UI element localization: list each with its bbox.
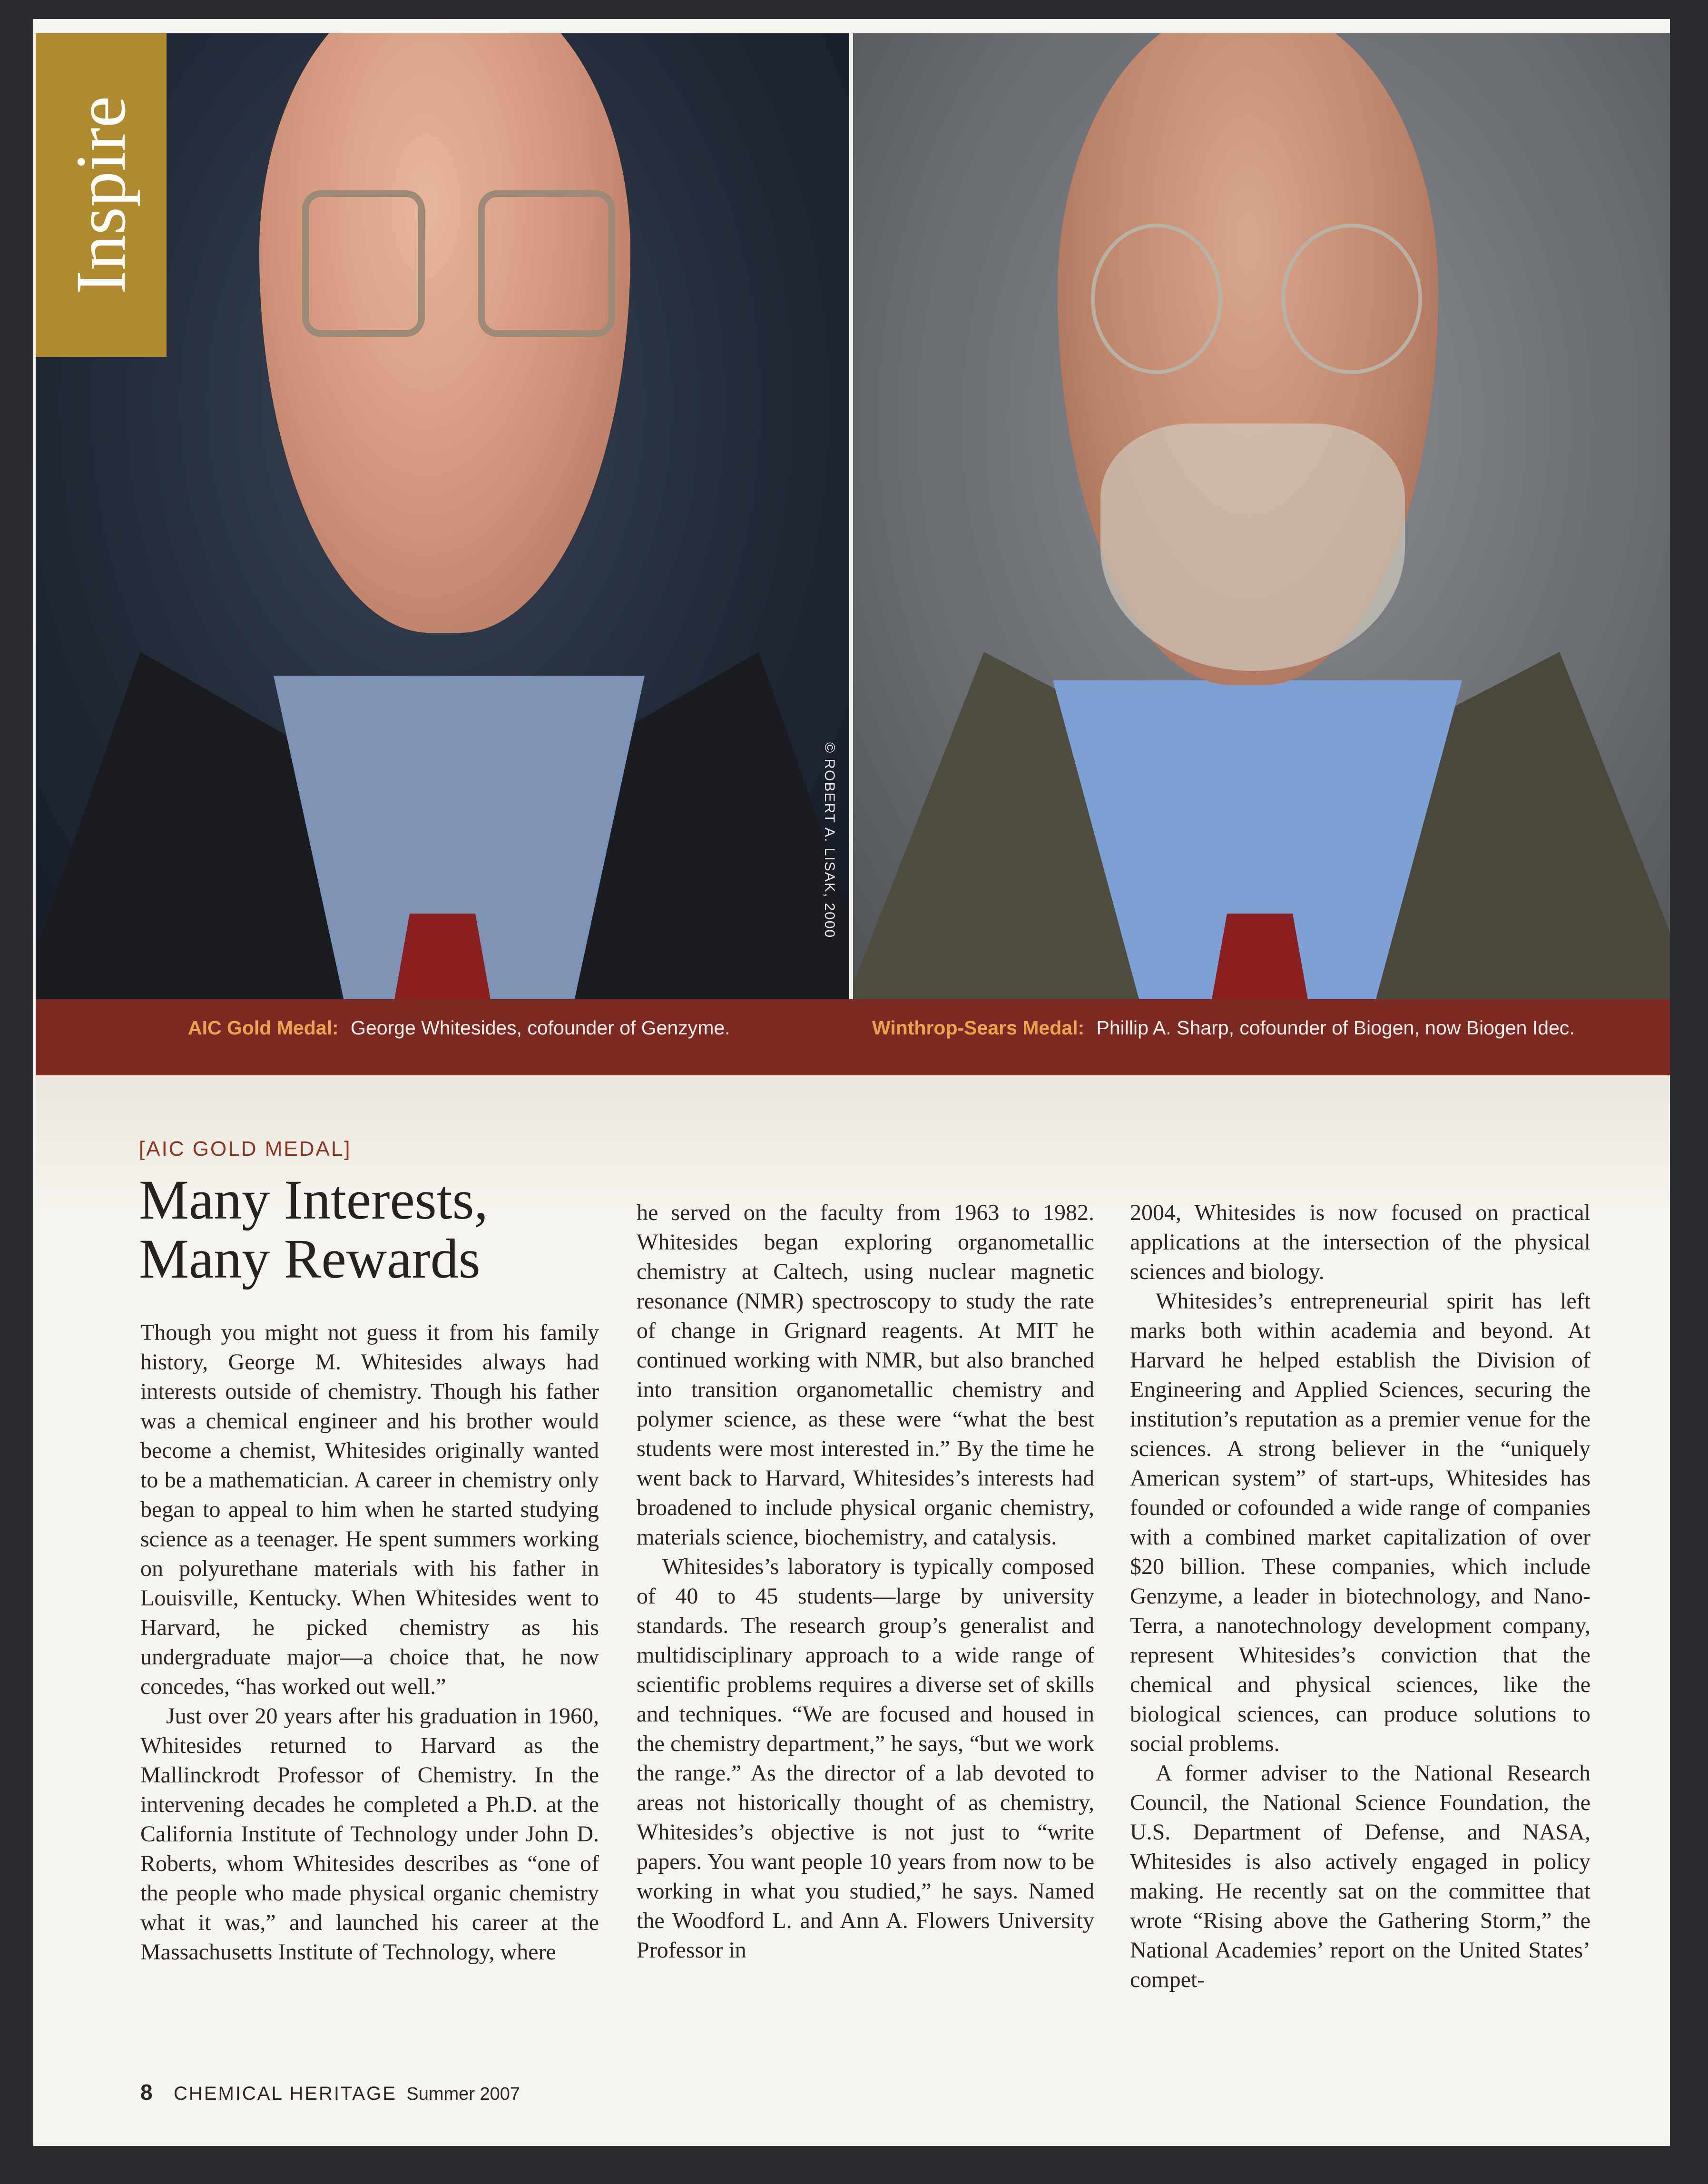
magazine-page: [33, 19, 1670, 2146]
caption-right: [872, 999, 1575, 1056]
portrait-photo-sharp: [853, 33, 1670, 1004]
paragraph: Though you might not guess it from his family history, George M. Whitesides always had interests outside of chemistry. Though his father was a chemical engineer and his brother would become a chemist, Whitesides originally wanted to be a mathematician. A career in chemistry only began to appeal to him when he started studying science as a teenager. He spent summers working on polyurethane materials with his father in Louisville, Kentucky. When Whitesides went to Harvard, he picked chemistry as his undergraduate major—a choice that, he now concedes, “has worked out well.”: [140, 1320, 599, 1699]
title-line-2: Many Rewards: [139, 1228, 481, 1290]
paragraph: A former adviser to the National Research Council, the National Science Foundation, the U.S. Department of Defense, and NASA, Whitesides is also actively engaged in policy making. He recently sat on the committee that wrote “Rising above the Gathering Storm,” the National Academies’ report on the United States’ compet-: [1130, 1761, 1590, 1992]
caption-left: [188, 999, 730, 1056]
photo-credit: © ROBERT A. LISAK, 2000: [822, 742, 837, 939]
section-tab: [36, 33, 167, 357]
issue-date: Summer 2007: [406, 2084, 520, 2104]
caption-right-text: Phillip A. Sharp, cofounder of Biogen, now Biogen Idec.: [1096, 1017, 1575, 1039]
article-column-3: [1130, 1198, 1590, 1995]
paragraph: Whitesides’s laboratory is typically composed of 40 to 45 students—large by university standards. The research group’s generalist and multidisciplinary approach to a wide range of scientific problems requires a diverse set of skills and techniques. “We are focused and housed in the chemistry department,” he says, “but we work the range.” As the director of a lab devoted to areas not historically thought of as chemistry, Whitesides’s objective is not just to “write papers. You want people 10 years from now to be working in what you studied,” he says. Named the Woodford L. and Ann A. Flowers University Professor in: [637, 1554, 1094, 1963]
page-footer: [140, 2079, 520, 2105]
paragraph: he served on the faculty from 1963 to 1982. Whitesides began exploring organometallic chemistry at Caltech, using nuclear magnetic resonance (NMR) spectroscopy to study the rate of change in Grignard reagents. At MIT he continued working with NMR, but also branched into transition organometallic chemistry and polymer science, as these were “what the best students were most interested in.” By the time he went back to Harvard, Whitesides’s interests had broadened to include physical organic chemistry, materials science, biochemistry, and catalysis.: [637, 1200, 1094, 1550]
article-column-1: [140, 1318, 599, 1967]
title-line-1: Many Interests,: [139, 1169, 489, 1231]
article-column-2: [637, 1198, 1094, 1965]
photo-divider: [849, 33, 853, 1004]
page-number: 8: [140, 2080, 153, 2105]
caption-band: [36, 999, 1670, 1075]
paragraph: Just over 20 years after his graduation in 1960, Whitesides returned to Harvard as the Mallinckrodt Professor of Chemistry. In the intervening decades he completed a Ph.D. at the California Institute of Technology under John D. Roberts, whom Whitesides describes as “one of the people who made physical organic chemistry what it was,” and launched his career at the Massachusetts Institute of Technology, where: [140, 1703, 599, 1965]
caption-right-label: Winthrop-Sears Medal:: [872, 1017, 1085, 1039]
article-title: [139, 1171, 615, 1289]
article-kicker: [AIC GOLD MEDAL]: [139, 1137, 352, 1161]
section-tab-label: Inspire: [61, 96, 140, 295]
paragraph: Whitesides’s entrepreneurial spirit has left marks both within academia and beyond. At Harvard he helped establish the Division of Engineering and Applied Sciences, securing the institution’s reputation as a premier venue for the sciences. A strong believer in the “uniquely American system” of start-ups, Whitesides has founded or cofounded a wide range of companies with a combined market capitalization of over $20 billion. These companies, which include Genzyme, a leader in biotechnology, and Nano-Terra, a nanotechnology development company, represent Whitesides’s conviction that the chemical and physical sciences, like the biological sciences, can produce solutions to social problems.: [1130, 1289, 1590, 1756]
caption-left-label: AIC Gold Medal:: [188, 1017, 339, 1039]
paragraph: 2004, Whitesides is now focused on practical applications at the intersection of the physical sciences and biology.: [1130, 1200, 1590, 1284]
magazine-name: CHEMICAL HERITAGE: [174, 2083, 397, 2104]
caption-left-text: George Whitesides, cofounder of Genzyme.: [351, 1017, 730, 1039]
